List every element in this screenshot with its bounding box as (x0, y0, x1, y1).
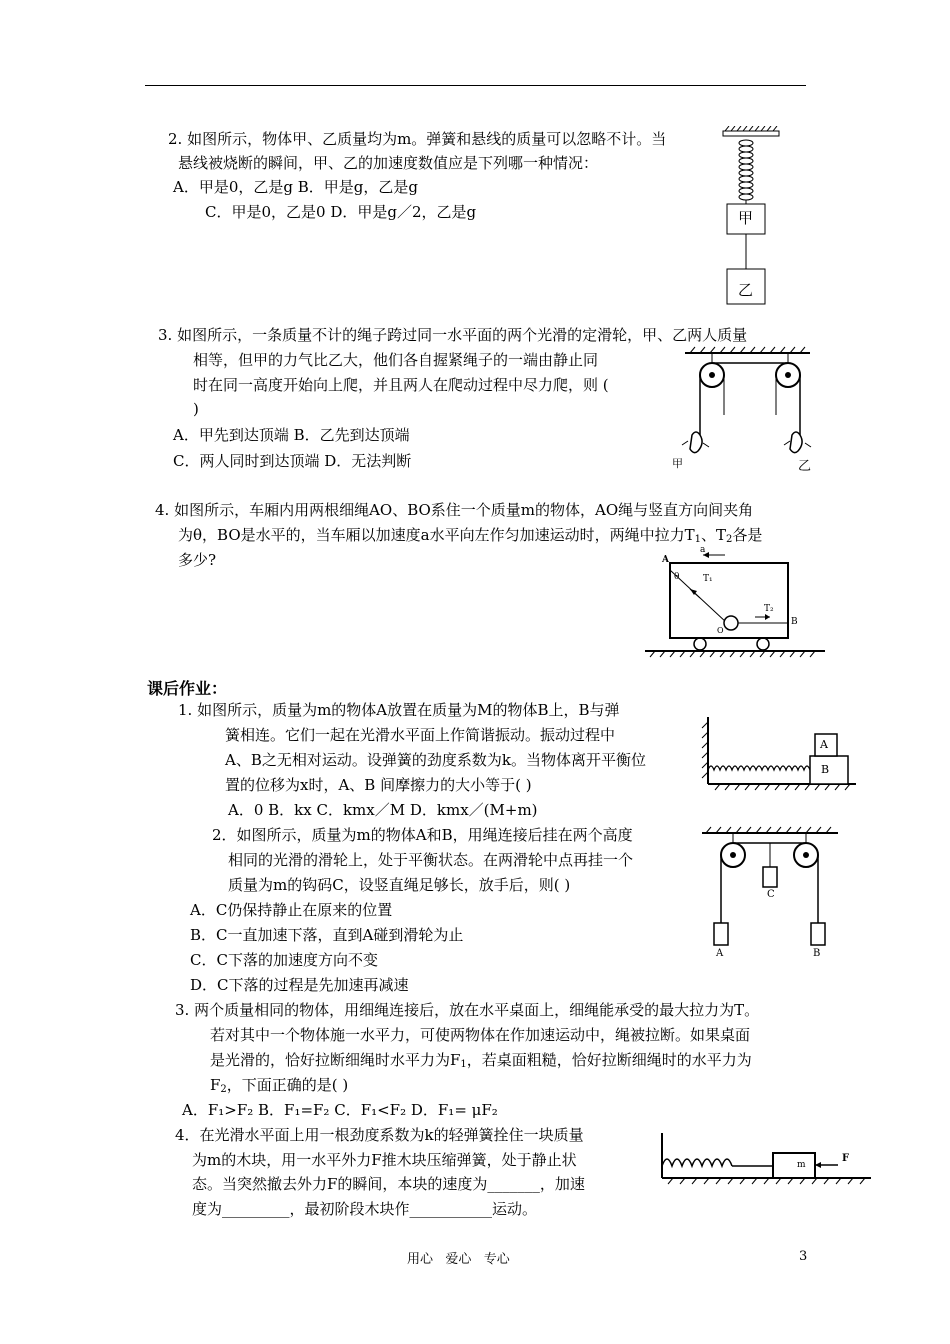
q2-options-ab: A．甲是0，乙是g B．甲是g，乙是g (173, 178, 418, 196)
q2-fig-label-yi: 乙 (738, 281, 754, 299)
hw2-line1: 2．如图所示，质量为m的物体A和B，用绳连接后挂在两个高度 (212, 826, 633, 844)
hw1-fig-label-b: B (821, 763, 830, 776)
q4-line2: 为θ，BO是水平的，当车厢以加速度a水平向左作匀加速运动时，两绳中拉力$T_1$、$T_2$各是 (178, 526, 763, 545)
hw1-line4: 置的位移为x时，A、B 间摩擦力的大小等于( ) (225, 776, 532, 794)
q4-fig-label-b-point: B (791, 617, 798, 627)
hw4-line4: 度为_________，最初阶段木块作___________运动。 (192, 1200, 538, 1218)
hw4-line3: 态。当突然撤去外力F的瞬间，本块的速度为_______，加速 (192, 1175, 585, 1193)
q4-fig-label-a-point: A (662, 555, 669, 565)
q4-line1: 4. 如图所示，车厢内用两根细绳AO、BO系住一个质量m的物体，AO绳与竖直方向间夹角 (155, 501, 754, 519)
hw2-fig-label-b: B (813, 948, 821, 959)
hw2-fig-label-a: A (716, 948, 724, 959)
q3-fig-label-jia: 甲 (672, 457, 683, 470)
hw1-spring-blocks-figure (700, 712, 858, 792)
q4-fig-label-theta: θ (674, 572, 680, 582)
hw1-options: A．0 B．kx C．kmx／M D．kmx／(M+m) (228, 801, 538, 819)
hw4-fig-label-m: m (797, 1160, 806, 1170)
q3-line2: 相等，但甲的力气比乙大，他们各自握紧绳子的一端由静止同 (193, 351, 599, 369)
hw1-line3: A、B之无相对运动。设弹簧的劲度系数为k。当物体离开平衡位 (225, 751, 646, 769)
hw4-line1: 4．在光滑水平面上用一根劲度系数为k的轻弹簧拴住一块质量 (175, 1126, 584, 1144)
q2-fig-label-jia: 甲 (738, 209, 754, 227)
hw3-line3: 是光滑的，恰好拉断细绳时水平力为$F_1$，若桌面粗糙，恰好拉断细绳时的水平力为 (210, 1051, 752, 1070)
hw1-line1: 1. 如图所示，质量为m的物体A放置在质量为M的物体B上，B与弹 (178, 701, 620, 719)
q3-options-cd: C．两人同时到达顶端 D．无法判断 (173, 452, 412, 470)
hw3-line2: 若对其中一个物体施一水平力，可使两物体在作加速运动中，绳被拉断。如果桌面 (210, 1026, 751, 1044)
q3-line1: 3. 如图所示，一条质量不计的绳子跨过同一水平面的两个光滑的定滑轮，甲、乙两人质量 (158, 326, 748, 344)
q3-options-ab: A．甲先到达顶端 B．乙先到达顶端 (173, 426, 410, 444)
hw1-fig-label-a: A (820, 738, 828, 751)
q4-fig-label-accel: a (700, 545, 706, 555)
q2-line1: 2. 如图所示，物体甲、乙质量均为m。弹簧和悬线的质量可以忽略不计。当 (168, 130, 667, 148)
q4-fig-label-t2: T₂ (764, 604, 774, 614)
hw3-line4: $F_2$，下面正确的是( ) (210, 1076, 349, 1095)
hw3-line1: 3. 两个质量相同的物体，用细绳连接后，放在水平桌面上，细绳能承受的最大拉力为T。 (175, 1001, 760, 1019)
q2-options-cd: C．甲是0，乙是0 D．甲是g／2，乙是g (205, 203, 477, 221)
hw4-line2: 为m的木块，用一水平外力F推木块压缩弹簧，处于静止状 (192, 1151, 577, 1169)
q4-line3: 多少? (178, 551, 217, 569)
hw4-fig-label-f: F (842, 1153, 850, 1164)
hw2-option-c: C．C下落的加速度方向不变 (190, 951, 378, 969)
q3-fig-label-yi: 乙 (798, 459, 812, 474)
hw2-line2: 相同的光滑的滑轮上，处于平衡状态。在两滑轮中点再挂一个 (228, 851, 634, 869)
q4-fig-label-o-point: O (717, 626, 724, 635)
header-rule (145, 85, 806, 86)
q3-pulley-figure (670, 345, 815, 475)
hw2-option-b: B．C一直加速下落，直到A碰到滑轮为止 (190, 926, 464, 944)
footer-motto: 用心 爱心 专心 (407, 1252, 510, 1267)
hw2-option-a: A．C仍保持静止在原来的位置 (190, 901, 393, 919)
q2-line2: 悬线被烧断的瞬间，甲、乙的加速度数值应是下列哪一种情况： (178, 154, 599, 172)
q4-fig-label-t1: T₁ (703, 574, 713, 584)
hw3-options: A．F₁>F₂ B．F₁=F₂ C．F₁<F₂ D．F₁= μF₂ (182, 1101, 498, 1119)
q3-line3: 时在同一高度开始向上爬，并且两人在爬动过程中尽力爬，则 ( (193, 376, 609, 394)
q4-carriage-figure (645, 545, 825, 660)
hw1-line2: 簧相连。它们一起在光滑水平面上作简谐振动。振动过程中 (225, 726, 616, 744)
hw2-line3: 质量为m的钩码C，设竖直绳足够长，放手后，则( ) (228, 876, 571, 894)
hw4-spring-block-figure (658, 1128, 873, 1190)
q3-line4: ) (193, 400, 199, 418)
hw2-option-d: D．C下落的过程是先加速再减速 (190, 976, 409, 994)
hw2-fig-label-c: C (767, 889, 775, 900)
page-number: 3 (799, 1249, 808, 1264)
homework-title: 课后作业： (147, 679, 228, 698)
